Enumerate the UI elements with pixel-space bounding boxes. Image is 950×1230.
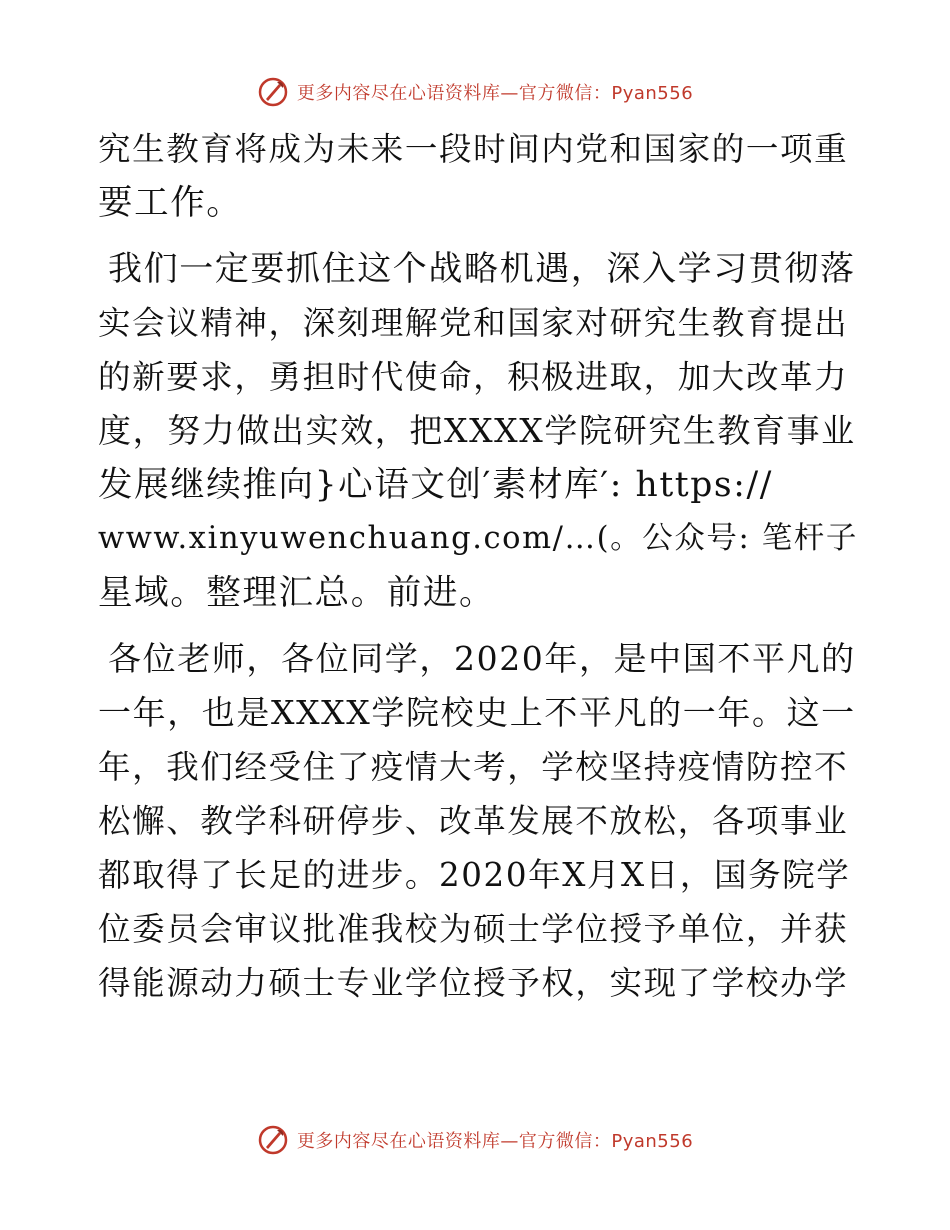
text-line: 一年，也是XXXX学院校史上不平凡的一年。这一 bbox=[98, 693, 856, 732]
text-line: www.xinyuwenchuang.com/…(。公众号: 笔杆子 bbox=[98, 521, 858, 556]
text-line: 松懈、教学科研停步、改革发展不放松，各项事业 bbox=[98, 802, 849, 840]
text-line: 各位老师，各位同学，2020年，是中国不平凡的 bbox=[108, 639, 856, 678]
text-line: 要工作。 bbox=[98, 183, 243, 223]
text-line: 得能源动力硕士专业学位授予权，实现了学校办学 bbox=[98, 964, 849, 1002]
text-line: 的新要求，勇担时代使命，积极进取，加大改革力 bbox=[98, 358, 849, 396]
text-line: 都取得了长足的进步。2020年X月X日，国务院学 bbox=[98, 856, 851, 894]
watermark-text: 更多内容尽在心语资料库—官方微信：Pyan556 bbox=[296, 1131, 694, 1152]
text-line: 度，努力做出实效，把XXXX学院研究生教育事业 bbox=[98, 411, 856, 450]
text-line: 究生教育将成为未来一段时间内党和国家的一项重 bbox=[98, 130, 849, 168]
paragraph-3 bbox=[98, 632, 858, 1010]
quill-pen-logo-icon bbox=[257, 76, 289, 108]
watermark-text: 更多内容尽在心语资料库—官方微信：Pyan556 bbox=[296, 83, 694, 104]
header-watermark bbox=[0, 72, 950, 112]
text-line: 年，我们经受住了疫情大考，学校坚持疫情防控不 bbox=[98, 748, 849, 786]
paragraph-2 bbox=[98, 242, 858, 620]
text-line: 我们一定要抓住这个战略机遇，深入学习贯彻落 bbox=[108, 249, 856, 289]
document-body bbox=[98, 122, 858, 1022]
text-line: 实会议精神，深刻理解党和国家对研究生教育提出 bbox=[98, 304, 849, 342]
text-line: 位委员会审议批准我校为硕士学位授予单位，并获 bbox=[98, 910, 849, 948]
quill-pen-logo-icon bbox=[257, 1124, 289, 1156]
footer-watermark bbox=[0, 1120, 950, 1160]
paragraph-1 bbox=[98, 122, 858, 230]
text-line: 发展继续推向}心语文创′素材库′: https:// bbox=[98, 465, 773, 505]
text-line: 星域。整理汇总。前进。 bbox=[98, 573, 496, 613]
